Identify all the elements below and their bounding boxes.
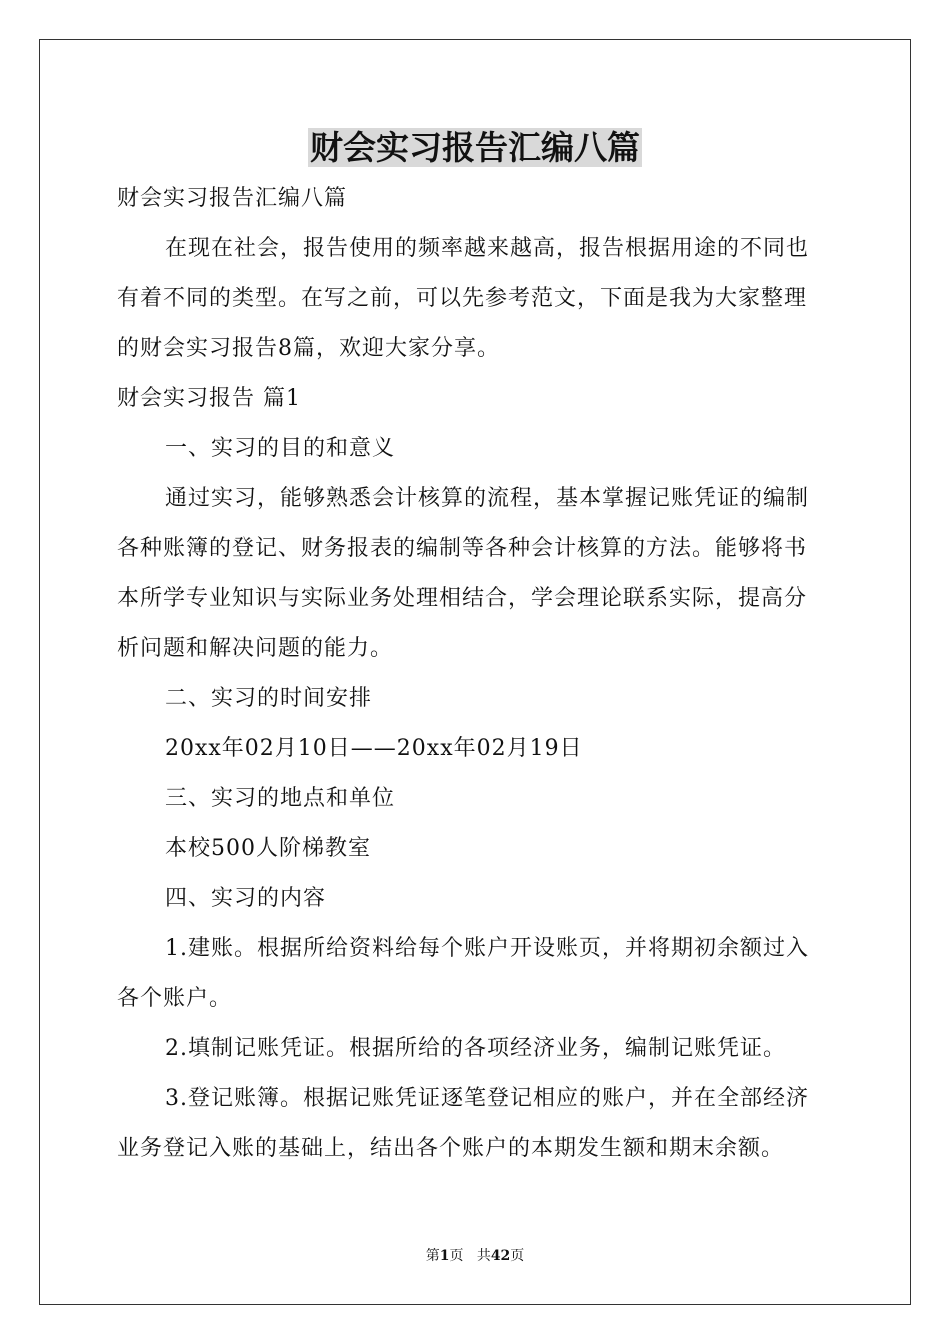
subheading: 二、实习的时间安排 <box>165 686 373 711</box>
text-line: 2.填制记账凭证。根据所给的各项经济业务，编制记账凭证。 <box>165 1036 786 1061</box>
text-line: 业务登记入账的基础上，结出各个账户的本期发生额和期末余额。 <box>117 1136 785 1161</box>
page-suffix: 页 <box>449 1248 464 1264</box>
subheading: 一、实习的目的和意义 <box>165 436 396 461</box>
subheading: 四、实习的内容 <box>165 886 327 911</box>
text-line: 3.登记账簿。根据记账凭证逐笔登记相应的账户，并在全部经济 <box>165 1086 809 1111</box>
subheading: 三、实习的地点和单位 <box>165 786 396 811</box>
text-line: 在现在社会，报告使用的频率越来越高，报告根据用途的不同也 <box>165 236 810 261</box>
text-line: 析问题和解决问题的能力。 <box>117 636 394 661</box>
text-line: 本所学专业知识与实际业务处理相结合，学会理论联系实际，提高分 <box>117 586 808 611</box>
text-line: 1.建账。根据所给资料给每个账户开设账页，并将期初余额过入 <box>165 936 809 961</box>
total-suffix: 页 <box>510 1248 525 1264</box>
text-line: 本校500人阶梯教室 <box>165 836 371 861</box>
text-line: 各种账簿的登记、财务报表的编制等各种会计核算的方法。能够将书 <box>117 536 808 561</box>
document-title: 财会实习报告汇编八篇 <box>310 128 640 167</box>
page-number: 1 <box>439 1248 450 1264</box>
text-line: 的财会实习报告8篇，欢迎大家分享。 <box>117 336 500 361</box>
total-pages: 42 <box>490 1248 511 1264</box>
text-line: 各个账户。 <box>117 986 233 1011</box>
page-footer <box>0 1247 950 1265</box>
page-prefix: 第 <box>425 1248 440 1264</box>
total-prefix: 共 <box>476 1248 491 1264</box>
text-line: 财会实习报告汇编八篇 <box>117 186 348 211</box>
section-heading: 财会实习报告 篇1 <box>117 386 301 411</box>
text-line: 20xx年02月10日——20xx年02月19日 <box>165 736 583 761</box>
page-border <box>39 39 911 1305</box>
text-line: 通过实习，能够熟悉会计核算的流程，基本掌握记账凭证的编制 <box>165 486 810 511</box>
text-line: 有着不同的类型。在写之前，可以先参考范文，下面是我为大家整理 <box>117 286 808 311</box>
